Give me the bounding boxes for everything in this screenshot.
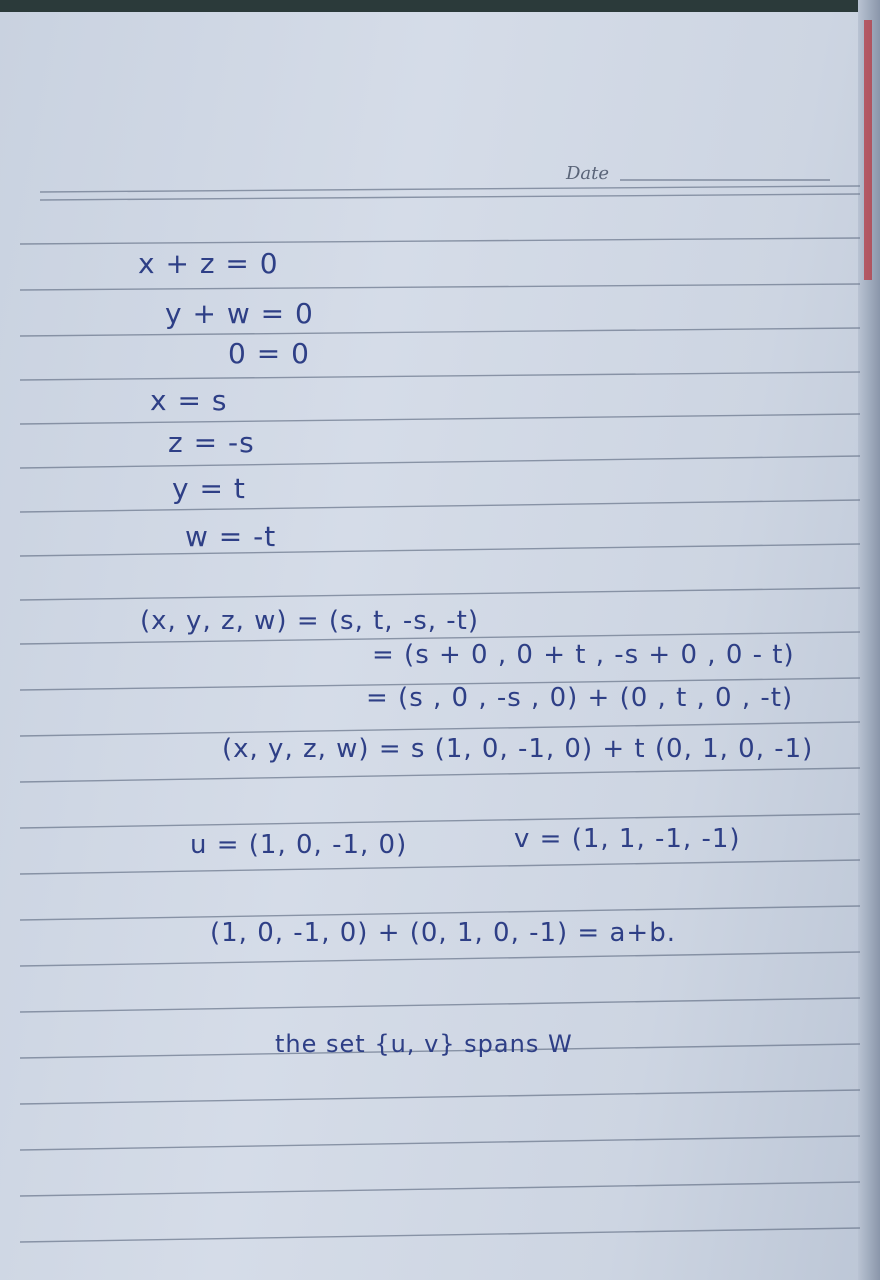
equation-1: x + z = 0 [138,247,279,280]
u-definition: u = (1, 0, -1, 0) [190,830,408,860]
equation-2: y + w = 0 [165,297,314,330]
conclusion: the set {u, v} spans W [275,1030,573,1058]
param-w: w = -t [185,520,277,553]
vector-line-1: (x, y, z, w) = (s, t, -s, -t) [140,606,479,636]
param-y: y = t [172,472,246,505]
vector-line-4: (x, y, z, w) = s (1, 0, -1, 0) + t (0, 1, 0, -1) [222,734,814,764]
vector-line-2: = (s + 0 , 0 + t , -s + 0 , 0 - t) [372,640,795,670]
sum-line: (1, 0, -1, 0) + (0, 1, 0, -1) = a+b. [210,918,676,948]
param-z: z = -s [168,426,255,459]
param-x: x = s [150,384,228,417]
date-label: Date [566,163,610,184]
equation-3: 0 = 0 [228,337,310,370]
v-definition: v = (1, 1, -1, -1) [514,824,741,854]
vector-line-3: = (s , 0 , -s , 0) + (0 , t , 0 , -t) [366,683,794,713]
